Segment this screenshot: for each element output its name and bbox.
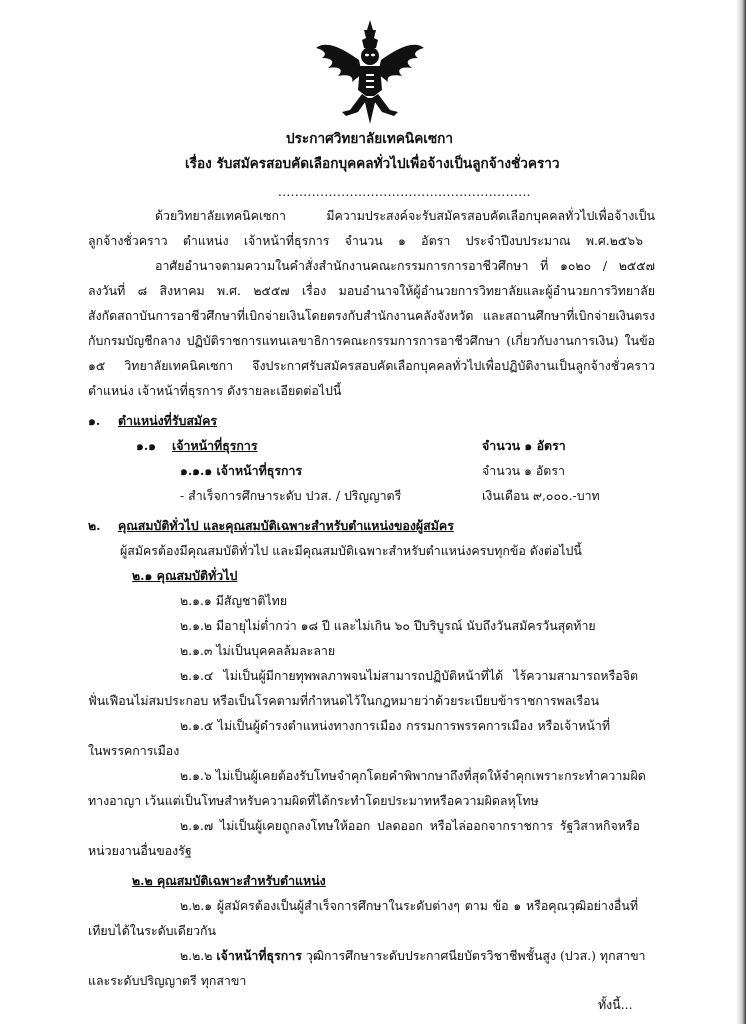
intro-p2-line2: ลงวันที่ ๘ สิงหาคม พ.ศ. ๒๕๕๗ เรื่อง มอบอำนาจให้ผู้อำนวยการวิทยาลัยและผู้อำนวยการวิทยาลัย bbox=[88, 283, 655, 298]
section2-heading: คุณสมบัติทั่วไป และคุณสมบัติเฉพาะสำหรับตำแหน่งของผู้สมัคร bbox=[118, 518, 454, 533]
section1-item-count: จำนวน ๑ อัตรา bbox=[482, 463, 565, 478]
garuda-emblem-icon bbox=[312, 18, 428, 128]
section1-salary: เงินเดือน ๙,๐๐๐.-บาท bbox=[482, 488, 600, 503]
section1-item-label: ๑.๑.๑ เจ้าหน้าที่ธุรการ bbox=[180, 463, 303, 478]
general-qual-6-line1: ๒.๑.๖ ไม่เป็นผู้เคยต้องรับโทษจำคุกโดยคำพิพากษาถึงที่สุดให้จำคุกเพราะกระทำความผิด bbox=[180, 768, 646, 783]
intro-p1-line2: ลูกจ้างชั่วคราว ตำแหน่ง เจ้าหน้าที่ธุรการ จำนวน ๑ อัตรา ประจำปีงบประมาณ พ.ศ.๒๕๖๖ bbox=[88, 233, 643, 248]
specific-qualifications-heading: ๒.๒ คุณสมบัติเฉพาะสำหรับตำแหน่ง bbox=[132, 873, 326, 888]
section1-sub-number: ๑.๑ bbox=[136, 438, 157, 453]
intro-p2-line1: อาศัยอำนาจตามความในคำสั่งสำนักงานคณะกรรมการการอาชีวศึกษา ที่ ๑๐๒๐ / ๒๕๕๗ bbox=[155, 258, 655, 273]
general-qual-5-line2: ในพรรคการเมือง bbox=[88, 743, 180, 758]
title-separator: ............................................................ bbox=[278, 185, 531, 199]
general-qual-6-line2: ทางอาญา เว้นแต่เป็นโทษสำหรับความผิดที่ได้กระทำโดยประมาทหรือความผิดลหุโทษ bbox=[88, 793, 539, 808]
specific-qual-2-position: เจ้าหน้าที่ธุรการ bbox=[216, 948, 302, 963]
scan-edge-shadow bbox=[736, 0, 746, 1024]
general-qual-7-line1: ๒.๑.๗ ไม่เป็นผู้เคยถูกลงโทษให้ออก ปลดออก หรือไล่ออกจากราชการ รัฐวิสาหกิจหรือ bbox=[180, 818, 640, 833]
section1-sub-heading: เจ้าหน้าที่ธุรการ bbox=[172, 438, 258, 453]
section1-sub-count: จำนวน ๑ อัตรา bbox=[482, 438, 566, 453]
general-qual-5-line1: ๒.๑.๕ ไม่เป็นผู้ดำรงตำแหน่งทางการเมือง กรรมการพรรคการเมือง หรือเจ้าหน้าที่ bbox=[180, 718, 610, 733]
general-qual-4-line2: ฟั่นเฟือนไม่สมประกอบ หรือเป็นโรคตามที่กำหนดไว้ในกฎหมายว่าด้วยระเบียบข้าราชการพลเรือน bbox=[88, 693, 600, 708]
intro-p2-line4: กับกรมบัญชีกลาง ปฏิบัติราชการแทนเลขาธิการคณะกรรมการการอาชีวศึกษา (เกี่ยวกับงานการเงิน) ในข้อ bbox=[88, 333, 655, 348]
general-qual-7-line2: หน่วยงานอื่นของรัฐ bbox=[88, 843, 192, 858]
general-qual-1: ๒.๑.๑ มีสัญชาติไทย bbox=[180, 593, 288, 608]
general-qual-4-line1: ๒.๑.๔ ไม่เป็นผู้มีกายทุพพลภาพจนไม่สามารถปฏิบัติหน้าที่ได้ ไร้ความสามารถหรือจิต bbox=[180, 668, 638, 683]
specific-qual-2-number: ๒.๒.๒ bbox=[180, 948, 213, 963]
specific-qual-1-line1: ๒.๒.๑ ผู้สมัครต้องเป็นผู้สำเร็จการศึกษาในระดับต่างๆ ตาม ข้อ ๑ หรือคุณวุฒิอย่างอื่นที่ bbox=[180, 898, 638, 913]
general-qual-3: ๒.๑.๓ ไม่เป็นบุคคลล้มละลาย bbox=[180, 643, 336, 658]
section2-number: ๒. bbox=[88, 518, 101, 533]
section2-intro: ผู้สมัครต้องมีคุณสมบัติทั่วไป และมีคุณสมบัติเฉพาะสำหรับตำแหน่งครบทุกข้อ ดังต่อไปนี้ bbox=[120, 543, 582, 558]
announcement-subject: เรื่อง รับสมัครสอบคัดเลือกบุคคลทั่วไปเพื่อจ้างเป็นลูกจ้างชั่วคราว bbox=[185, 156, 560, 172]
general-qual-2: ๒.๑.๒ มีอายุไม่ต่ำกว่า ๑๘ ปี และไม่เกิน ๖๐ ปีบริบูรณ์ นับถึงวันสมัครวันสุดท้าย bbox=[180, 618, 596, 633]
specific-qual-2-detail: วุฒิการศึกษาระดับประกาศนียบัตรวิชาชีพชั้นสูง (ปวส.) ทุกสาขา bbox=[305, 948, 646, 963]
specific-qual-2-line1 bbox=[180, 947, 646, 965]
specific-qual-1-line2: เทียบได้ในระดับเดียวกัน bbox=[88, 923, 217, 938]
intro-p1-line1: ด้วยวิทยาลัยเทคนิคเซกา มีความประสงค์จะรับสมัครสอบคัดเลือกบุคคลทั่วไปเพื่อจ้างเป็น bbox=[155, 208, 655, 223]
section1-qualification: - สำเร็จการศึกษาระดับ ปวส. / ปริญญาตรี bbox=[180, 488, 402, 503]
announcement-title: ประกาศวิทยาลัยเทคนิคเซกา bbox=[286, 131, 454, 147]
continued-marker: ทั้งนี้... bbox=[598, 997, 633, 1012]
general-qualifications-heading: ๒.๑ คุณสมบัติทั่วไป bbox=[132, 568, 238, 583]
intro-p2-line6: ตำแหน่ง เจ้าหน้าที่ธุรการ ดังรายละเอียดต่อไปนี้ bbox=[88, 383, 342, 398]
section1-number: ๑. bbox=[88, 413, 101, 428]
intro-p2-line3: สังกัดสถาบันการอาชีวศึกษาที่เบิกจ่ายเงินโดยตรงกับสำนักงานคลังจังหวัด และสถานศึกษาที่เบิกจ่ายเงินตรง bbox=[88, 308, 655, 323]
specific-qual-2-line2: และระดับปริญญาตรี ทุกสาขา bbox=[88, 973, 247, 988]
section1-heading: ตำแหน่งที่รับสมัคร bbox=[118, 413, 218, 428]
intro-p2-line5: ๑๕ วิทยาลัยเทคนิคเซกา จึงประกาศรับสมัครสอบคัดเลือกบุคคลทั่วไปเพื่อปฏิบัติงานเป็นลูกจ้างชั่วคราว bbox=[88, 358, 655, 373]
